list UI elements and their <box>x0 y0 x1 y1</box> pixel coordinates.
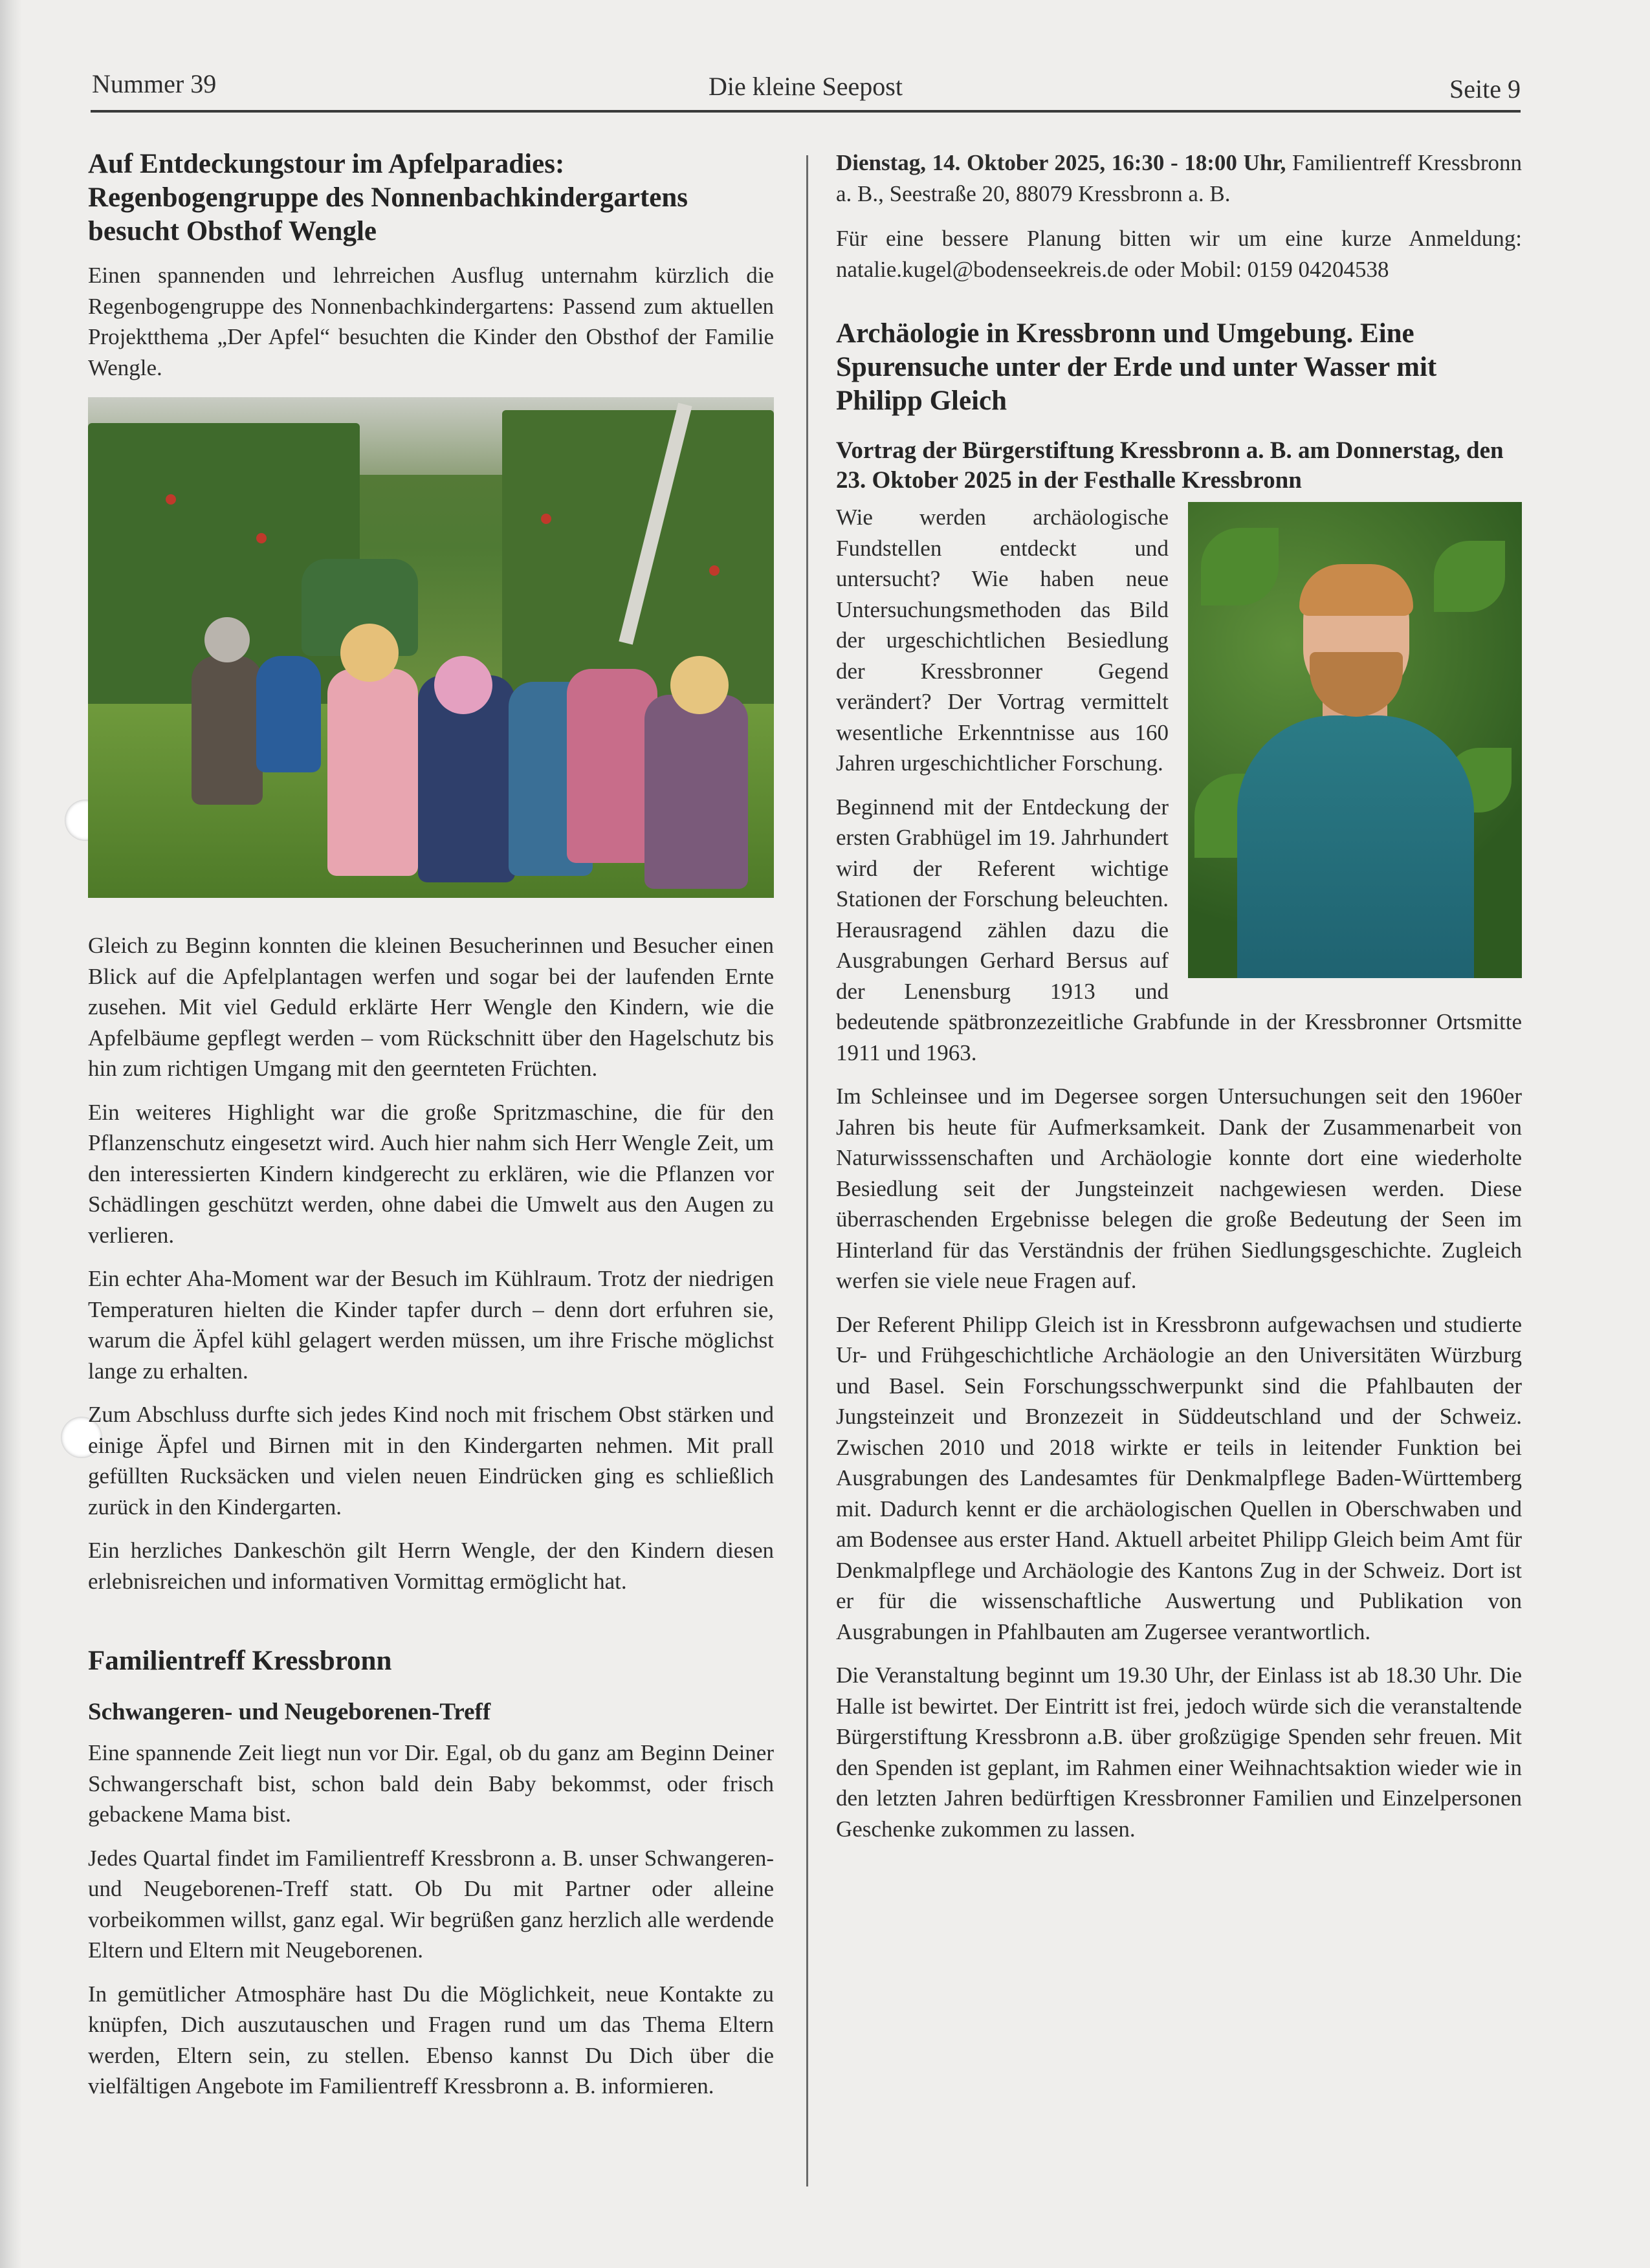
issue-number: Nummer 39 <box>92 69 217 98</box>
page-number: Seite 9 <box>1449 74 1521 104</box>
article-archaeology-paragraph: Wie werden archäologische Fundstellen entdeckt und untersucht? Wie haben neue Untersuchungsmethoden das Bild der urgeschichtlichen Besiedlung der Kressbronner Gegend verändert? Der Vortrag vermittelt wesentliche Erkenntnisse aus 160 Jahren urgeschichtlicher Forschung. <box>836 505 1169 776</box>
article-familientreff-paragraph: Eine spannende Zeit liegt nun vor Dir. Egal, ob du ganz am Beginn Deiner Schwangerschaft bist, schon bald dein Baby bekommst, oder frisch gebackene Mama bist. <box>88 1740 774 1827</box>
article-archaeology-title: Archäologie in Kressbronn und Umgebung. Eine Spurensuche unter der Erde und unter Wasser mit Philipp Gleich <box>836 318 1437 416</box>
article-apple-paragraph: Ein herzliches Dankeschön gilt Herrn Wengle, der den Kindern diesen erlebnisreichen und informativen Vormittag ermöglicht hat. <box>88 1538 774 1594</box>
article-apple-title: Auf Entdeckungstour im Apfelparadies: Regenbogengruppe des Nonnenbachkindergartens besucht Obsthof Wengle <box>88 149 688 246</box>
child-figure <box>567 669 657 863</box>
event-date-paragraph <box>836 147 1522 209</box>
apple-dot <box>541 514 551 524</box>
photo-children-orchard <box>88 397 774 898</box>
article-apple-paragraph: Ein echter Aha-Moment war der Besuch im Kühlraum. Trotz der niedrigen Temperaturen hielten die Kinder tapfer durch – denn dort erfuhren sie, warum die Äpfel kühl gelagert werden müssen, um ihre Frische möglichst lange zu erhalten. <box>88 1266 774 1384</box>
article-apple-intro: Einen spannenden und lehrreichen Ausflug unternahm kürzlich die Regenbogengruppe des Nonnenbachkindergartens: Passend zum aktuellen Projektthema „Der Apfel“ besuchten die Kinder den Obsthof der Familie Wengle. <box>88 263 774 380</box>
article-archaeology-paragraph: Der Referent Philipp Gleich ist in Kressbronn aufgewachsen und studierte Ur- und Frühgeschichtliche Archäologie an den Universitäten Würzburg und Basel. Sein Forschungsschwerpunkt sind die Pfahlbauten der Jungsteinzeit und Bronzezeit in Süddeutschland und der Schweiz. Zwischen 2010 und 2018 wirkte er teils in leitender Funktion bei Ausgrabungen des Landesamtes für Denkmalpflege Baden-Württemberg mit. Dadurch kennt er die archäologischen Quellen in Oberschwaben und am Bodensee aus erster Hand. Aktuell arbeitet Philipp Gleich beim Amt für Denkmalpflege und Archäologie des Kantons Zug in der Schweiz. Dort ist er für die wissenschaftliche Auswertung und Publikation von Ausgrabungen in Pfahlbauten am Zugersee verantwortlich. <box>836 1311 1522 1644</box>
article-apple-paragraph: Gleich zu Beginn konnten die kleinen Besucherinnen und Besucher einen Blick auf die Apfelplantagen werfen und sogar bei der laufenden Ernte zusehen. Mit viel Geduld erklärte Herr Wengle den Kindern, wie die Apfelbäume gepflegt werden – vom Rückschnitt über den Hagelschutz bis hin zum richtigen Umgang mit den geernteten Früchten. <box>88 933 774 1081</box>
article-familientreff-paragraph: In gemütlicher Atmosphäre hast Du die Möglichkeit, neue Kontakte zu knüpfen, Dich auszutauschen und Fragen rund um das Thema Eltern werden, Eltern sein, zu stellen. Ebenso kannst Du Dich über die vielfältigen Angebote im Familientreff Kressbronn a. B. informieren. <box>88 1981 774 2099</box>
child-figure <box>327 669 418 876</box>
child-head <box>670 656 729 714</box>
article-archaeology-paragraph: Beginnend mit der Entdeckung der ersten Grabhügel im 19. Jahrhundert wird der Referent wichtige Stationen der Forschung beleuchten. Herausragend zählen dazu die Ausgrabungen Gerhard Bersus auf der Lenensburg 1913 und bedeutende spätbronzezeitliche Grabfunde in der Kressbronner Ortsmitte 1911 und 1963. <box>836 794 1522 1065</box>
publication-title: Die kleine Seepost <box>709 72 903 101</box>
article-archaeology-intro-block <box>836 502 1522 1081</box>
column-divider <box>806 155 808 2186</box>
event-contact: Für eine bessere Planung bitten wir um eine kurze Anmeldung: natalie.kugel@bodenseekreis.de oder Mobil: 0159 04204538 <box>836 226 1522 282</box>
event-date: Dienstag, 14. Oktober 2025, 16:30 - 18:00 Uhr, <box>836 150 1286 175</box>
torn-page-edge <box>0 0 22 2268</box>
article-familientreff-title: Familientreff Kressbronn <box>88 1646 392 1676</box>
child-figure <box>644 695 748 889</box>
article-apple-paragraph: Zum Abschluss durfte sich jedes Kind noch mit frischem Obst stärken und einige Äpfel und Birnen mit in den Kindergarten nehmen. Mit prall gefüllten Rucksäcken und vielen neuen Eindrücken ging es schließlich zurück in den Kindergarten. <box>88 1402 774 1520</box>
page-header <box>91 63 1521 113</box>
article-familientreff-subtitle: Schwangeren- und Neugeborenen-Treff <box>88 1699 491 1725</box>
child-head <box>340 624 399 682</box>
article-apple-paragraph: Ein weiteres Highlight war die große Spritzmaschine, die für den Pflanzenschutz eingesetzt wird. Auch hier nahm sich Herr Wengle Zeit, um den interessierten Kindern kindgerecht zu erklären, wie die Pflanzen vor Schädlingen geschützt werden, ohne dabei die Umwelt aus den Augen zu verlieren. <box>88 1099 774 1248</box>
left-column <box>88 147 774 2115</box>
child-figure <box>192 656 263 805</box>
apple-dot <box>709 565 720 576</box>
leaf <box>1201 528 1279 605</box>
article-archaeology-paragraph: Im Schleinsee und im Degersee sorgen Untersuchungen seit den 1960er Jahren bis heute für Aufmerksamkeit. Dank der Zusammenarbeit von Naturwisssenschaften und Archäologie konnte dort eine wiederholte Besiedlung seit der Jungsteinzeit nachgewiesen werden. Diese überraschenden Ergebnisse belegen die große Bedeutung der Seen im Hinterland für das Verständnis der frühen Siedlungsgeschichte. Zugleich werfen sie viele neue Fragen auf. <box>836 1084 1522 1293</box>
right-column <box>836 147 1522 1857</box>
article-familientreff-paragraph: Jedes Quartal findet im Familientreff Kressbronn a. B. unser Schwangeren- und Neugeborenen-Treff statt. Ob Du mit Partner oder alleine vorbeikommen willst, ganz egal. Wir begrüßen ganz herzlich alle werdende Eltern und Eltern mit Neugeborenen. <box>88 1845 774 1963</box>
child-hat <box>204 617 250 662</box>
child-figure <box>256 656 321 772</box>
article-archaeology-subtitle: Vortrag der Bürgerstiftung Kressbronn a. B. am Donnerstag, den 23. Oktober 2025 in der Festhalle Kressbronn <box>836 437 1504 494</box>
portrait-hair <box>1299 564 1413 616</box>
photo-philipp-gleich <box>1188 502 1522 978</box>
apple-dot <box>166 494 176 505</box>
leaf <box>1434 541 1505 612</box>
article-archaeology-paragraph: Die Veranstaltung beginnt um 19.30 Uhr, der Einlass ist ab 18.30 Uhr. Die Halle ist bewirtet. Der Eintritt ist frei, jedoch würde sich die veranstaltende Bürgerstiftung Kressbronn a.B. über großzügige Spenden sehr freuen. Mit den Spenden ist geplant, im Rahmen einer Weihnachtsaktion wieder wie in den letzten Jahren bedürftigen Kressbronner Familien und Einzelpersonen Geschenke zukommen zu lassen. <box>836 1663 1522 1842</box>
portrait-shirt <box>1237 715 1474 978</box>
event-location: Familientreff Kressbronn a. B., Seestraße 20, 88079 Kressbronn a. B. <box>836 150 1522 206</box>
child-hat <box>434 656 492 714</box>
apple-dot <box>256 533 267 543</box>
